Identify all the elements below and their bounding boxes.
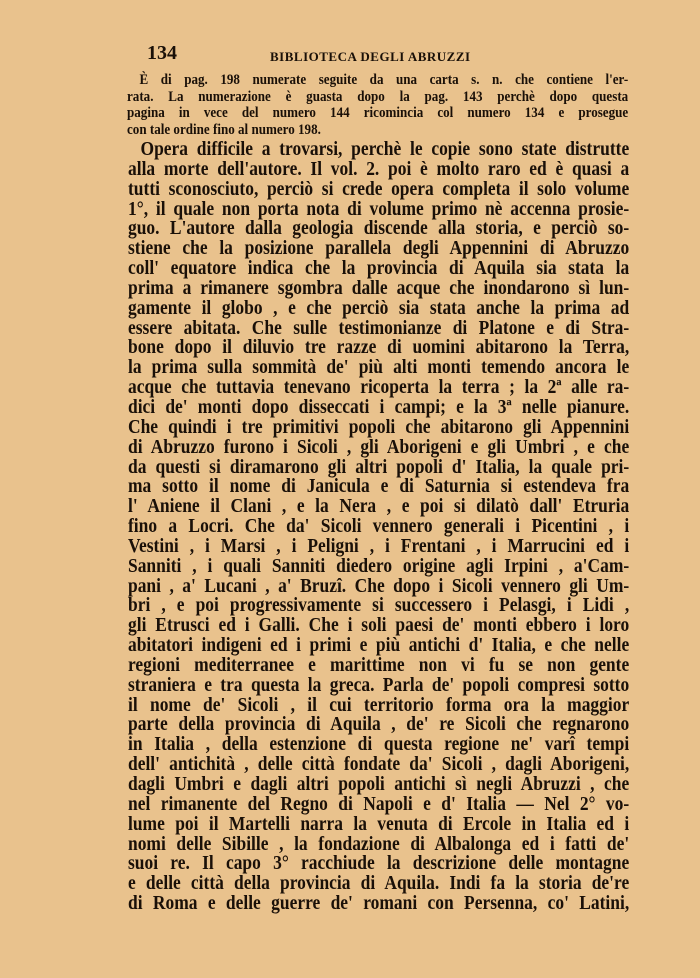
text-line: ma sotto il nome di Janicula e di Saturnia si estendeva fra (128, 476, 630, 498)
text-line: gli Etrusci ed i Galli. Che i soli paesi de' monti ebbero i loro (128, 615, 630, 637)
text-line: il nome de' Sicoli , il cui territorio forma ora la maggior (128, 694, 630, 716)
text-line: e delle città della provincia di Aquila. Indi fa la storia de're (128, 873, 630, 895)
text-line: di Abruzzo furono i Sicoli , gli Aborigeni e gli Umbri , e che (128, 436, 630, 458)
text-line: tutti sconosciuto, perciò si crede opera completa il solo volume (128, 178, 630, 200)
text-line: Che quindi i tre primitivi popoli che abitarono gli Appennini (128, 416, 630, 438)
bibliographic-note (127, 72, 687, 138)
text-line: pagina in vece del numero 144 ricomincia col numero 134 e prosegue (127, 105, 629, 122)
text-line: da questi si diramarono gli altri popoli d' Italia, la quale pri- (128, 456, 630, 478)
body-text (128, 140, 688, 914)
text-line: È di pag. 198 numerate seguite da una carta s. n. che contiene l'er- (139, 72, 629, 88)
text-line: rata. La numerazione è guasta dopo la pag. 143 perchè dopo questa (127, 88, 629, 105)
text-line: alla morte dell'autore. Il vol. 2. poi è molto raro ed è quasi a (128, 158, 630, 180)
text-line: l' Aniene il Clani , e la Nera , e poi si dilatò dall' Etruria (128, 496, 630, 518)
text-line: prima a rimanere sgombra dalle acque che inondarono sì lun- (128, 277, 630, 299)
text-line: Vestini , i Marsi , i Peligni , i Frentani , i Marrucini ed i (128, 535, 630, 557)
text-line: in Italia , della estenzione di questa regione ne' varî tempi (128, 734, 630, 756)
text-line: essere abitata. Che sulle testimonianze di Platone e di Stra- (128, 317, 630, 339)
text-line: nel rimanente del Regno di Napoli e d' Italia — Nel 2° vo- (128, 793, 630, 815)
text-line: stiene che la posizione parallela degli Appennini di Abruzzo (128, 238, 630, 260)
text-line: con tale ordine fino al numero 198. (127, 121, 321, 138)
text-line: lume poi il Martelli narra la venuta di Ercole in Italia ed i (128, 813, 630, 835)
text-line: 1°, il quale non porta nota di volume primo nè accenna prosie- (128, 198, 630, 220)
text-line: straniera e tra questa la greca. Parla de' popoli compresi sotto (128, 674, 630, 696)
text-line: pani , a' Lucani , a' Bruzî. Che dopo i Sicoli vennero gli Um- (128, 575, 630, 597)
running-head: BIBLIOTECA DEGLI ABRUZZI (270, 49, 471, 64)
text-line: gamente il globo , e che perciò sia stata anche la prima ad (128, 297, 630, 319)
text-line: fino a Locri. Che da' Sicoli vennero generali i Picentini , i (128, 516, 630, 538)
text-line: suoi re. Il capo 3° racchiude la descrizione delle montagne (128, 853, 630, 875)
text-line: regioni mediterranee e marittime non vi fu se non gente (128, 654, 630, 676)
text-line: dici de' monti dopo disseccati i campi; e la 3ª nelle pianure. (128, 396, 630, 418)
text-line: la prima sulla sommità de' più alti monti temendo ancora le (128, 357, 630, 379)
text-line: Sanniti , i quali Sanniti diedero origine agli Irpini , a'Cam- (128, 555, 630, 577)
text-line: bri , e poi progressivamente si successero i Pelasgi, i Lidi , (128, 595, 630, 617)
text-line: acque che tuttavia tenevano ricoperta la terra ; la 2ª alle ra- (128, 377, 630, 399)
text-line: dell' antichità , delle città fondate da' Sicoli , dagli Aborigeni, (128, 754, 630, 776)
text-line: bone dopo il diluvio tre razze di uomini abitarono la Terra, (128, 337, 630, 359)
text-line: dagli Umbri e dagli altri popoli antichi sì negli Abruzzi , che (128, 774, 630, 795)
text-line: abitatori indigeni ed i primi e più antichi d' Italia, e che nelle (128, 635, 630, 657)
text-line: guo. L'autore dalla geologia discende alla storia, e perciò so- (128, 218, 630, 240)
text-line: Opera difficile a trovarsi, perchè le copie sono state distrutte (140, 139, 630, 160)
text-line: di Roma e delle guerre de' romani con Persenna, co' Latini, (128, 893, 630, 915)
text-line: nomi delle Sibille , la fondazione di Albalonga ed i fatti de' (128, 833, 630, 855)
text-line: parte della provincia di Aquila , de' re Sicoli che regnarono (128, 714, 630, 736)
text-line: coll' equatore indica che la provincia di Aquila sia stata la (128, 258, 630, 280)
page-number: 134 (147, 42, 177, 64)
